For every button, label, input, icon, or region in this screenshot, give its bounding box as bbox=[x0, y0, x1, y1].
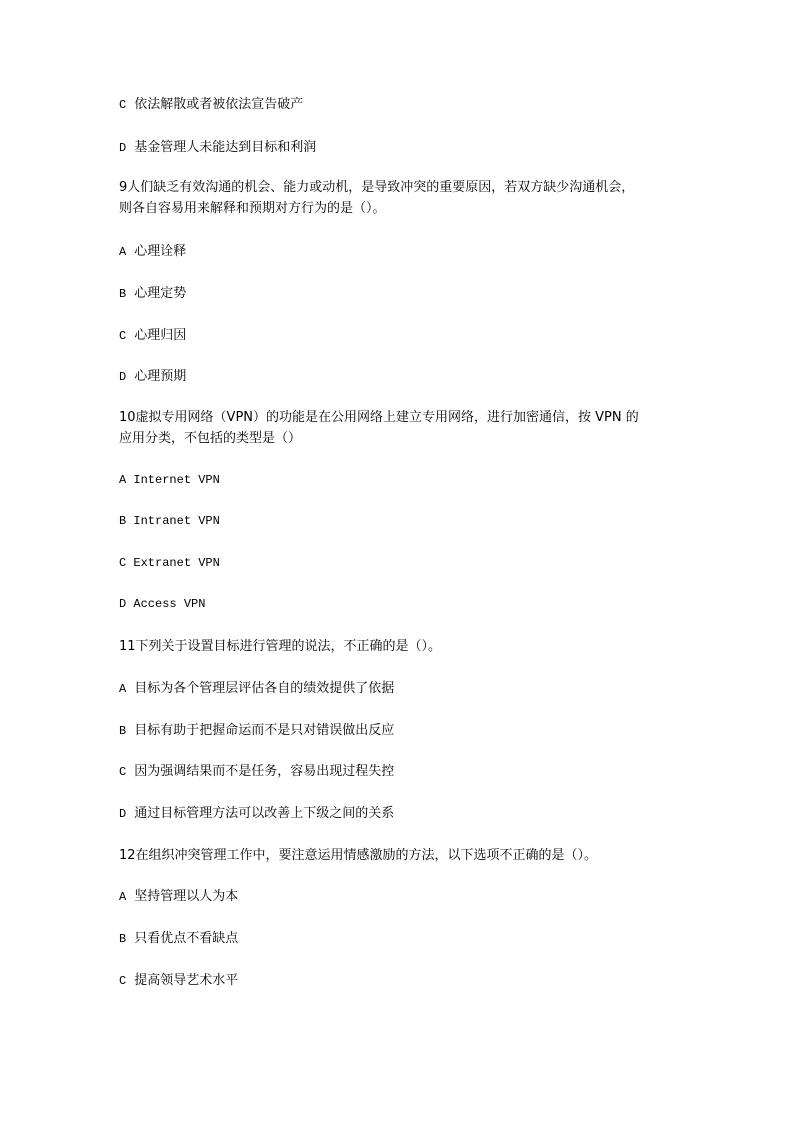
option-label: B bbox=[119, 287, 127, 301]
option-text: 心理归因 bbox=[134, 328, 187, 343]
option-label: D bbox=[119, 807, 127, 821]
q12-option-c bbox=[119, 970, 238, 992]
question-text-line1: 在组织冲突管理工作中，要注意运用情感激励的方法，以下选项不正确的是（）。 bbox=[135, 848, 598, 863]
option-text: 提高领导艺术水平 bbox=[134, 973, 239, 988]
q10-option-d bbox=[119, 594, 205, 615]
option-text: Internet VPN bbox=[133, 473, 220, 487]
q11-option-c bbox=[119, 761, 394, 783]
question-text-line2: 则各自容易用来解释和预期对方行为的是（）。 bbox=[119, 201, 386, 216]
q10-option-a bbox=[119, 470, 220, 491]
q11-option-d bbox=[119, 803, 394, 825]
question-stem bbox=[119, 177, 679, 198]
option-text: 基金管理人未能达到目标和利润 bbox=[134, 140, 317, 155]
option-label: D bbox=[119, 597, 127, 611]
question-text-line1: 人们缺乏有效沟通的机会、能力或动机，是导致冲突的重要原因，若双方缺少沟通机会， bbox=[127, 180, 635, 195]
question-stem bbox=[119, 845, 679, 866]
q9-option-c bbox=[119, 325, 186, 347]
question-stem bbox=[119, 407, 679, 428]
option-label: A bbox=[119, 890, 127, 904]
question-11 bbox=[119, 636, 679, 657]
option-text: 心理诠释 bbox=[134, 244, 187, 259]
question-10 bbox=[119, 407, 679, 449]
q11-option-a bbox=[119, 678, 394, 700]
option-label: A bbox=[119, 473, 127, 487]
option-text: 心理定势 bbox=[134, 286, 187, 301]
q9-option-a bbox=[119, 241, 186, 263]
q10-option-c bbox=[119, 553, 220, 574]
option-text: 坚持管理以人为本 bbox=[134, 889, 239, 904]
q11-option-b bbox=[119, 720, 394, 742]
question-stem bbox=[119, 636, 679, 657]
option-text: 通过目标管理方法可以改善上下级之间的关系 bbox=[134, 806, 395, 821]
option-label: B bbox=[119, 932, 127, 946]
question-number: 9 bbox=[119, 180, 128, 195]
option-label: C bbox=[119, 974, 127, 988]
option-label: C bbox=[119, 98, 127, 112]
option-text: 心理预期 bbox=[134, 369, 187, 384]
q9-option-b bbox=[119, 283, 186, 305]
option-label: C bbox=[119, 329, 127, 343]
question-number: 10 bbox=[119, 410, 136, 425]
option-label: A bbox=[119, 682, 127, 696]
option-text: Intranet VPN bbox=[133, 514, 220, 528]
q12-option-a bbox=[119, 886, 238, 908]
option-text: 因为强调结果而不是任务，容易出现过程失控 bbox=[134, 764, 395, 779]
q9-option-d bbox=[119, 366, 186, 388]
option-label: A bbox=[119, 245, 127, 259]
option-text: 依法解散或者被依法宣告破产 bbox=[134, 97, 304, 112]
question-12 bbox=[119, 845, 679, 866]
option-label: B bbox=[119, 724, 127, 738]
option-d-prev bbox=[119, 137, 316, 159]
question-text-line2: 应用分类，不包括的类型是（） bbox=[119, 431, 302, 446]
option-label: C bbox=[119, 556, 127, 570]
question-9 bbox=[119, 177, 679, 219]
q12-option-b bbox=[119, 928, 238, 950]
option-text: 只看优点不看缺点 bbox=[134, 931, 239, 946]
q10-option-b bbox=[119, 511, 220, 532]
question-text-line1: 下列关于设置目标进行管理的说法，不正确的是（）。 bbox=[135, 639, 442, 654]
option-text: Extranet VPN bbox=[133, 556, 220, 570]
option-c-prev bbox=[119, 94, 303, 116]
option-text: 目标为各个管理层评估各自的绩效提供了依据 bbox=[134, 681, 395, 696]
option-label: D bbox=[119, 141, 127, 155]
question-text-line1: 虚拟专用网络（VPN）的功能是在公用网络上建立专用网络，进行加密通信，按 VPN 的 bbox=[135, 410, 639, 425]
option-label: B bbox=[119, 514, 127, 528]
question-number: 11 bbox=[119, 639, 136, 654]
option-text: Access VPN bbox=[133, 597, 206, 611]
option-label: D bbox=[119, 370, 127, 384]
question-number: 12 bbox=[119, 848, 136, 863]
option-label: C bbox=[119, 765, 127, 779]
option-text: 目标有助于把握命运而不是只对错误做出反应 bbox=[134, 723, 395, 738]
